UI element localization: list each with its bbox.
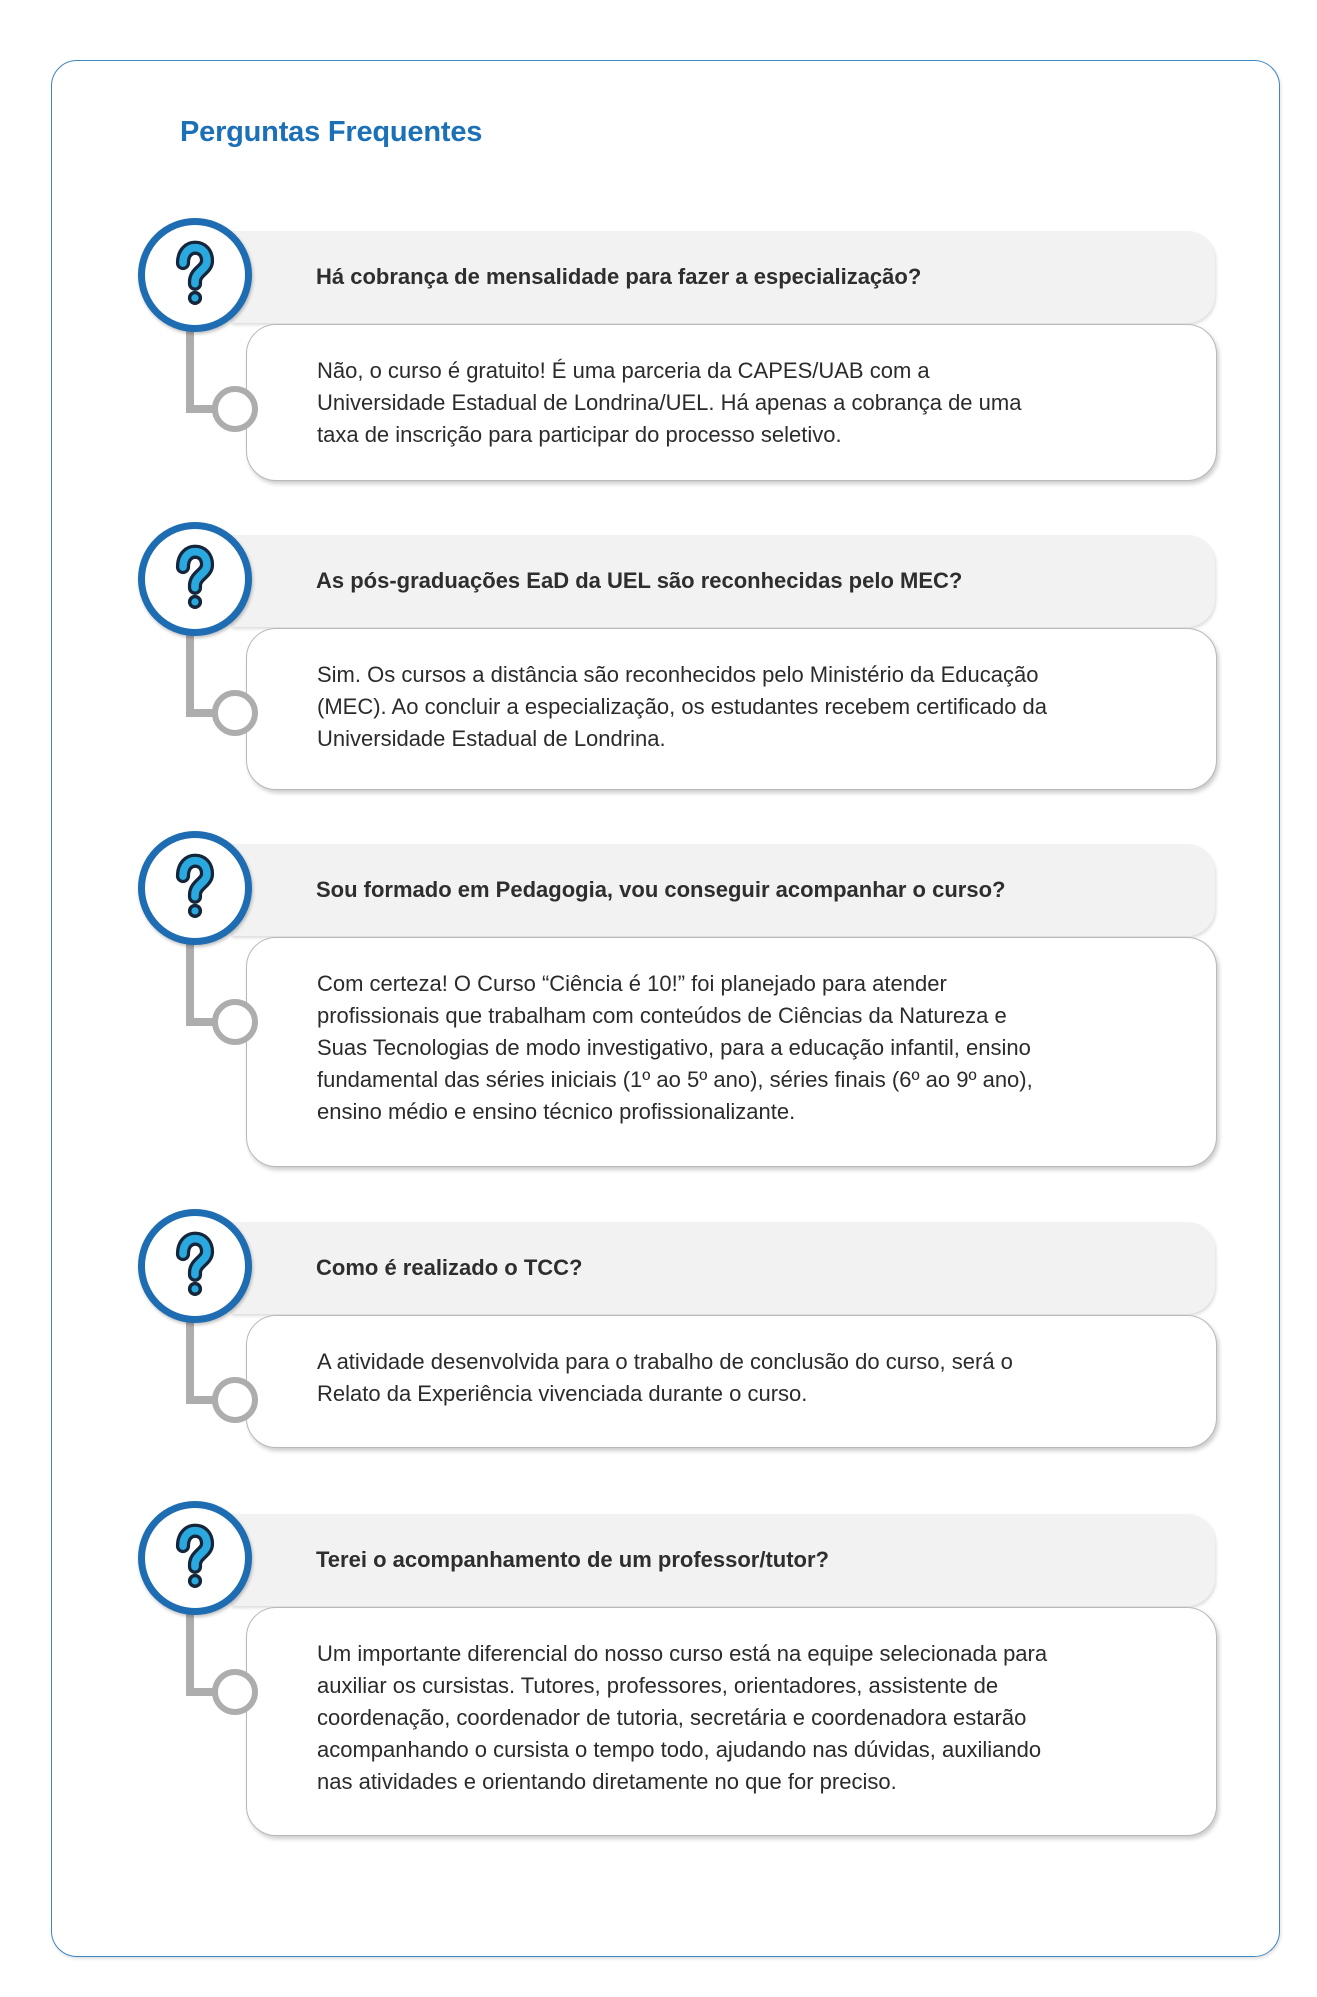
answer-box — [246, 324, 1217, 481]
question-badge — [138, 1209, 252, 1323]
question-badge — [138, 522, 252, 636]
question-text: Sou formado em Pedagogia, vou conseguir acompanhar o curso? — [316, 877, 1006, 902]
answer-box — [246, 1607, 1217, 1836]
circle-node-icon — [212, 1377, 258, 1423]
answer-line: Universidade Estadual de Londrina. — [317, 726, 666, 751]
question-mark-icon — [171, 239, 219, 311]
connector-line — [186, 325, 194, 413]
question-mark-icon — [171, 543, 219, 615]
answer-line: Não, o curso é gratuito! É uma parceria da CAPES/UAB com a — [317, 358, 930, 383]
answer-line: Um importante diferencial do nosso curso está na equipe selecionada para — [317, 1641, 1048, 1666]
question-bar — [231, 1222, 1215, 1314]
connector-line — [186, 1608, 194, 1696]
faq-item — [0, 1514, 1317, 1794]
faq-item — [0, 1222, 1317, 1406]
answer-line: auxiliar os cursistas. Tutores, professores, orientadores, assistente de — [317, 1673, 999, 1698]
faq-item — [0, 535, 1317, 751]
answer-box — [246, 628, 1217, 790]
page-title: Perguntas Frequentes — [180, 116, 483, 148]
connector-line — [186, 629, 194, 717]
question-mark-icon — [171, 852, 219, 924]
circle-node-icon — [212, 690, 258, 736]
faq-item — [0, 231, 1317, 447]
answer-line: Universidade Estadual de Londrina/UEL. Há apenas a cobrança de uma — [317, 390, 1022, 415]
answer-line: fundamental das séries iniciais (1º ao 5º ano), séries finais (6º ao 9º ano), — [317, 1067, 1033, 1092]
question-text: Terei o acompanhamento de um professor/tutor? — [316, 1547, 829, 1572]
circle-node-icon — [212, 386, 258, 432]
question-badge — [138, 831, 252, 945]
faq-item — [0, 844, 1317, 1124]
answer-line: profissionais que trabalham com conteúdos de Ciências da Natureza e — [317, 1003, 1007, 1028]
answer-line: Sim. Os cursos a distância são reconhecidos pelo Ministério da Educação — [317, 662, 1039, 687]
answer-line: acompanhando o cursista o tempo todo, ajudando nas dúvidas, auxiliando — [317, 1737, 1042, 1762]
circle-node-icon — [212, 1669, 258, 1715]
circle-node-icon — [212, 999, 258, 1045]
question-text: As pós-graduações EaD da UEL são reconhecidas pelo MEC? — [316, 568, 963, 593]
question-bar — [231, 1514, 1215, 1606]
question-mark-icon — [171, 1230, 219, 1302]
question-badge — [138, 1501, 252, 1615]
answer-line: ensino médio e ensino técnico profissionalizante. — [317, 1099, 796, 1124]
answer-line: A atividade desenvolvida para o trabalho de conclusão do curso, será o — [317, 1349, 1013, 1374]
question-bar — [231, 231, 1215, 323]
question-badge — [138, 218, 252, 332]
answer-box — [246, 1315, 1217, 1448]
answer-line: Relato da Experiência vivenciada durante o curso. — [317, 1381, 808, 1406]
answer-line: Com certeza! O Curso “Ciência é 10!” foi planejado para atender — [317, 971, 947, 996]
answer-line: nas atividades e orientando diretamente no que for preciso. — [317, 1769, 897, 1794]
question-text: Há cobrança de mensalidade para fazer a especialização? — [316, 264, 922, 289]
answer-line: coordenação, coordenador de tutoria, secretária e coordenadora estarão — [317, 1705, 1027, 1730]
question-bar — [231, 535, 1215, 627]
connector-line — [186, 938, 194, 1026]
connector-line — [186, 1316, 194, 1404]
answer-line: taxa de inscrição para participar do processo seletivo. — [317, 422, 842, 447]
answer-line: (MEC). Ao concluir a especialização, os estudantes recebem certificado da — [317, 694, 1048, 719]
answer-line: Suas Tecnologias de modo investigativo, para a educação infantil, ensino — [317, 1035, 1031, 1060]
answer-box — [246, 937, 1217, 1167]
question-mark-icon — [171, 1522, 219, 1594]
question-text: Como é realizado o TCC? — [316, 1255, 583, 1280]
question-bar — [231, 844, 1215, 936]
